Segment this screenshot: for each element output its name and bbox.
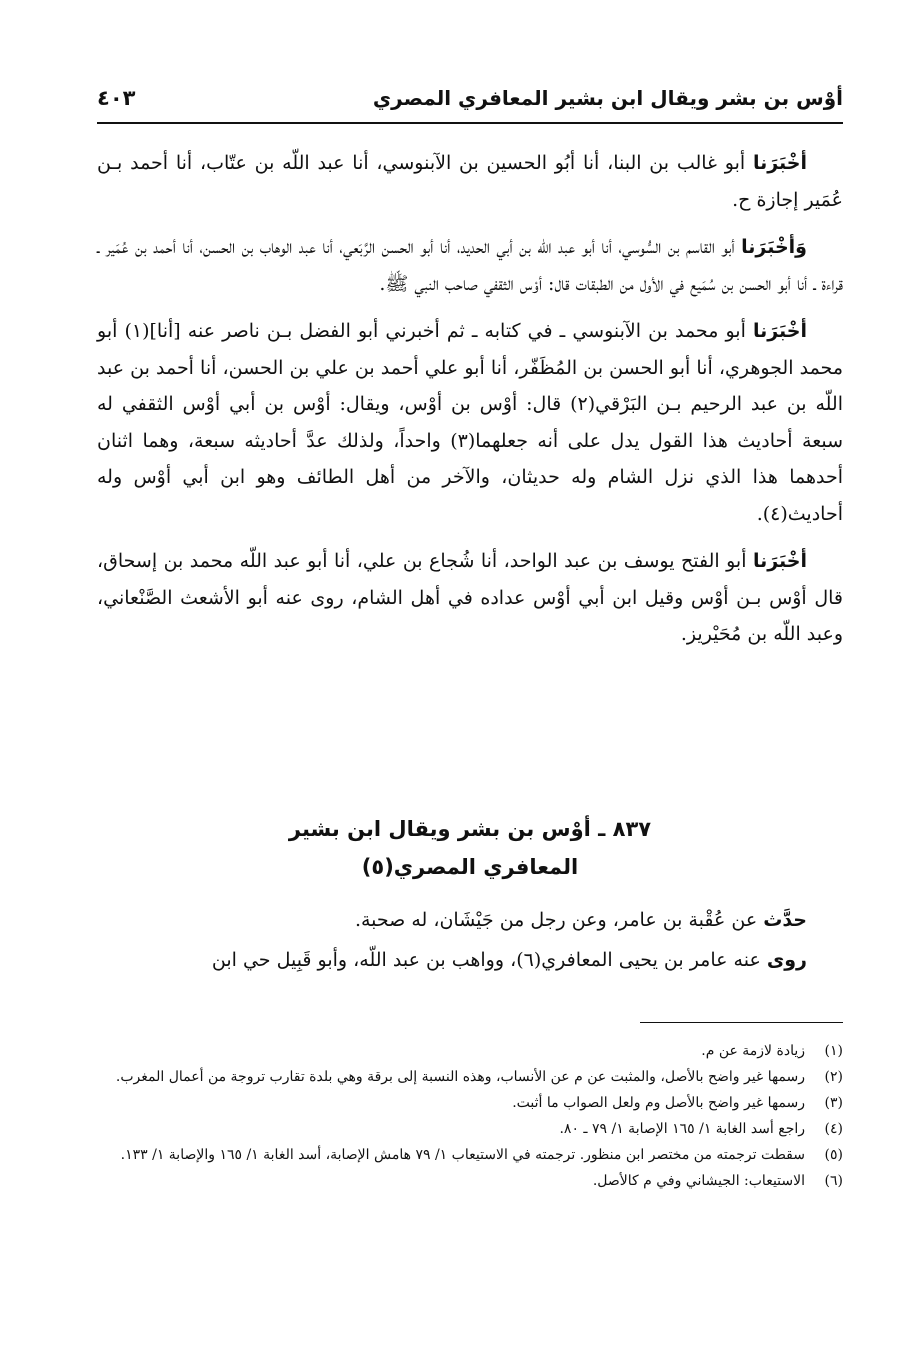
body-text (97, 145, 843, 664)
paragraph-4 (97, 543, 843, 653)
entry-title-line-1: ٨٣٧ ـ أوْس بن بشر ويقال ابن بشير (288, 817, 652, 841)
footnote-number: (٥) (824, 1147, 843, 1163)
entry-body (97, 900, 843, 980)
footnote-text: الاستيعاب: الجيشاني وفي م كالأصل. (592, 1173, 805, 1189)
footnote-number: (٤) (824, 1121, 843, 1137)
footnote-text: راجع أسد الغابة ١/ ١٦٥ الإصابة ١/ ٧٩ ـ ٨٠. (559, 1121, 805, 1137)
footnote-text: زيادة لازمة عن م. (701, 1043, 805, 1059)
entry-keyword: حدَّث (763, 909, 807, 931)
footnote-number: (٣) (824, 1095, 843, 1111)
paragraph-text: أبو غالب بن البنا، أنا أبُو الحسين بن الآبنوسي، أنا عبد اللّه بن عتّاب، أنا أحمد بـن عُمَير إجازة ح. (97, 152, 843, 211)
entry-text: عنه عامر بن يحيى المعافري(٦)، وواهب بن عبد اللّه، وأبو قَبِيل حي ابن (211, 949, 767, 971)
footnote (97, 1038, 843, 1064)
paragraph-keyword: أخْبَرَنا (752, 550, 807, 572)
paragraph-2 (97, 229, 843, 302)
entry-title-line-2: المعافري المصري(٥) (361, 855, 579, 879)
footnotes (97, 1038, 843, 1194)
footnote (97, 1090, 843, 1116)
paragraph-keyword: أخْبَرَنا (752, 152, 807, 174)
page-header (97, 84, 843, 124)
entry-text: عن عُقْبة بن عامر، وعن رجل من جَيْشَان، له صحبة. (354, 909, 764, 931)
entry-paragraph-2 (97, 940, 843, 980)
footnote-text: رسمها غير واضح بالأصل، والمثبت عن م عن الأنساب، وهذه النسبة إلى برقة وهي بلدة تقارب تروجة من أعمال المغرب. (115, 1069, 805, 1085)
page-number: ٤٠٣ (97, 86, 136, 110)
running-head: أوْس بن بشر ويقال ابن بشير المعافري المصري (372, 86, 843, 110)
footnote-number: (٢) (824, 1069, 843, 1085)
paragraph-keyword: أخْبَرَنا (752, 320, 807, 342)
footnote (97, 1116, 843, 1142)
footnote (97, 1142, 843, 1168)
paragraph-1 (97, 145, 843, 218)
footnote-text: سقطت ترجمته من مختصر ابن منظور. ترجمته في الاستيعاب ١/ ٧٩ هامش الإصابة، أسد الغابة ١/ ١٦٥ والإصابة ١/ ١٣٣. (120, 1147, 805, 1163)
paragraph-text: أبو القاسم بن السُّوسي، أنا أبو عبد اللّه بن أبي الحديد، أنا أبو الحسن الرَّبَعي، أنا عبد الوهاب بن الحسن، أنا أحمد بن عُمَير ـ قراءة ـ أنا أبو الحسن بن سُمَيع في الأول من الطبقات قال: أوْس الثقفي صاحب النبي ﷺ. (97, 236, 843, 295)
entry-keyword: روى (766, 949, 807, 971)
entry-paragraph-1 (97, 900, 843, 940)
footnote (97, 1064, 843, 1090)
footnote-text: رسمها غير واضح بالأصل وم ولعل الصواب ما أثبت. (512, 1095, 805, 1111)
paragraph-3 (97, 313, 843, 532)
footnote-number: (٦) (824, 1173, 843, 1189)
footnote-separator (640, 1022, 843, 1023)
paragraph-text: أبو الفتح يوسف بن عبد الواحد، أنا شُجاع بن علي، أنا أبو عبد اللّه محمد بن إسحاق، قال أوْس بـن أوْس وقيل ابن أبي أوْس عداده في أهل الشام، روى عنه أبو الأشعث الصَّنْعاني، وعبد اللّه بن مُحَيْريز. (97, 550, 843, 645)
paragraph-text: أبو محمد بن الآبنوسي ـ في كتابه ـ ثم أخبرني أبو الفضل بـن ناصر عنه [أنا](١) أبو محمد الجوهري، أنا أبو الحسن بن المُظَفّر، أنا أبو علي أحمد بن علي بن الحسن، أنا أحمد بن عبد اللّه بن عبد الرحيم بـن البَرْقي(٢) قال: أوْس بن أوْس، ويقال: أوْس بن أبي أوْس الثقفي له سبعة أحاديث هذا القول يدل على أنه جعلهما(٣) واحداً، ولذلك عدَّ أحاديثه سبعة، وهما اثنان أحدهما هذا الذي نزل الشام وله حديثان، والآخر من أهل الطائف وهو ابن أبي أوْس وله أحاديث(٤). (97, 320, 844, 525)
footnote (97, 1168, 843, 1194)
entry-title (97, 810, 843, 886)
footnote-number: (١) (824, 1043, 843, 1059)
paragraph-keyword: وَأخْبَرَنا (741, 236, 807, 258)
